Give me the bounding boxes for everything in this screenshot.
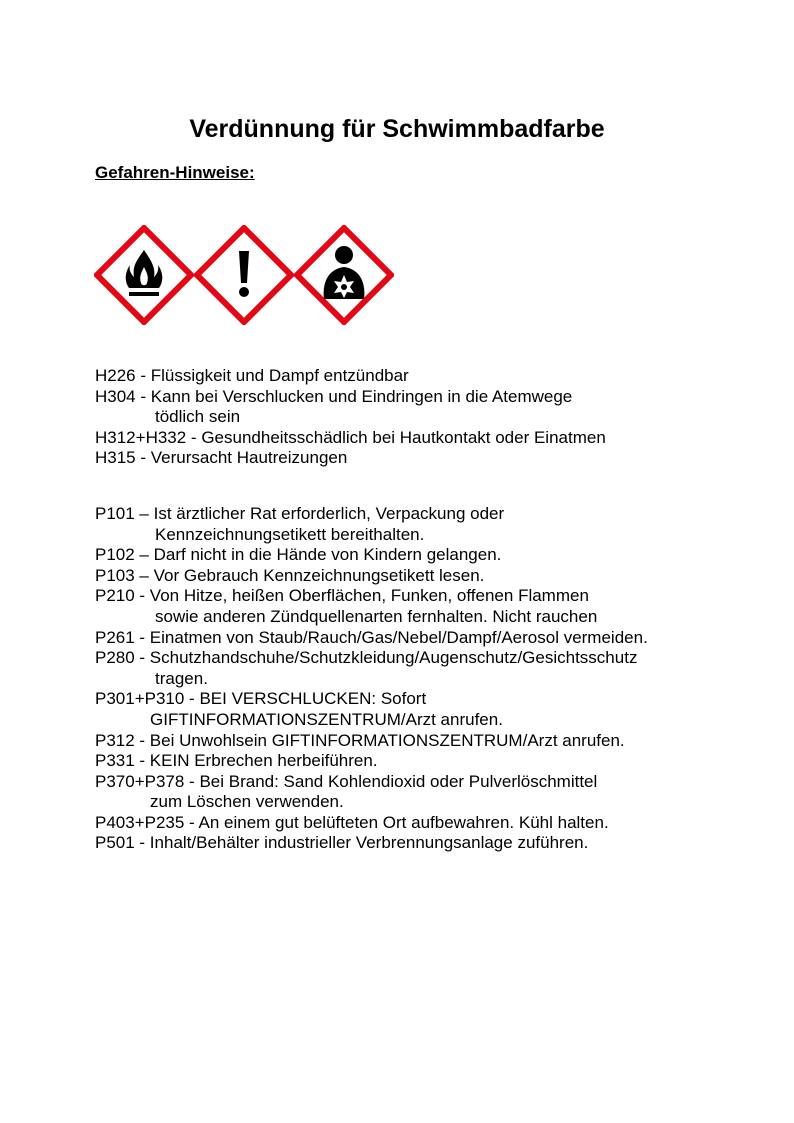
precaution-statement-line: P403+P235 - An einem gut belüfteten Ort aufbewahren. Kühl halten. [95, 812, 609, 832]
precaution-statement-line: P370+P378 - Bei Brand: Sand Kohlendioxid oder Pulverlöschmittel [95, 771, 598, 791]
precaution-statement [95, 751, 755, 772]
precaution-statement [95, 689, 755, 730]
precaution-statement [95, 545, 755, 566]
hazard-statement [95, 387, 755, 428]
precaution-statement [95, 772, 755, 813]
precaution-statement [95, 731, 755, 752]
hazard-statement-line: H304 - Kann bei Verschlucken und Eindringen in die Atemwege [95, 386, 573, 406]
precaution-statement-continuation: sowie anderen Zündquellenarten fernhalten. Nicht rauchen [155, 606, 598, 626]
hazard-statement-line: H315 - Verursacht Hautreizungen [95, 448, 348, 468]
hazard-statement [95, 428, 755, 449]
health-hazard-pictogram-icon [294, 225, 394, 325]
precaution-statement [95, 648, 755, 689]
hazard-statement-line: H226 - Flüssigkeit und Dampf entzündbar [95, 366, 409, 385]
precaution-statement [95, 833, 755, 854]
precaution-statement-continuation: GIFTINFORMATIONSZENTRUM/Arzt anrufen. [150, 709, 503, 729]
precaution-statement-line: P312 - Bei Unwohlsein GIFTINFORMATIONSZENTRUM/Arzt anrufen. [95, 730, 625, 750]
hazard-heading: Gefahren-Hinweise: [95, 163, 255, 182]
precaution-statement [95, 566, 755, 587]
precaution-statement [95, 586, 755, 627]
precaution-statement-line: P331 - KEIN Erbrechen herbeiführen. [95, 751, 378, 771]
precaution-statement-line: P261 - Einatmen von Staub/Rauch/Gas/Nebel/Dampf/Aerosol vermeiden. [95, 627, 648, 647]
hazard-statements [95, 366, 755, 469]
hazard-statement-line: H312+H332 - Gesundheitsschädlich bei Hautkontakt oder Einatmen [95, 427, 606, 447]
pictogram-row [94, 225, 394, 325]
section-gap [95, 469, 755, 504]
precaution-statement-line: P102 – Darf nicht in die Hände von Kindern gelangen. [95, 545, 502, 565]
precaution-statement-line: P280 - Schutzhandschuhe/Schutzkleidung/Augenschutz/Gesichtsschutz [95, 648, 638, 668]
precaution-statement-line: P103 – Vor Gebrauch Kennzeichnungsetikett lesen. [95, 565, 485, 585]
precaution-statement-line: P301+P310 - BEI VERSCHLUCKEN: Sofort [95, 689, 427, 709]
precaution-statement-continuation: tragen. [155, 668, 208, 688]
precautionary-statements [95, 504, 755, 854]
statements-block [95, 366, 755, 854]
precaution-statement-line: P210 - Von Hitze, heißen Oberflächen, Funken, offenen Flammen [95, 586, 589, 606]
precaution-statement [95, 813, 755, 834]
precaution-statement-continuation: zum Löschen verwenden. [150, 792, 344, 812]
exclamation-pictogram-icon [194, 225, 294, 325]
precaution-statement-line: P501 - Inhalt/Behälter industrieller Verbrennungsanlage zuführen. [95, 833, 589, 853]
hazard-statement-continuation: tödlich sein [155, 407, 241, 427]
hazard-statement [95, 448, 755, 469]
precaution-statement [95, 628, 755, 649]
precaution-statement-line: P101 – Ist ärztlicher Rat erforderlich, Verpackung oder [95, 503, 505, 523]
precaution-statement [95, 504, 755, 545]
precaution-statement-continuation: Kennzeichnungsetikett bereithalten. [155, 524, 425, 544]
flame-pictogram-icon [94, 225, 194, 325]
page-title: Verdünnung für Schwimmbadfarbe [189, 115, 605, 143]
hazard-statement [95, 366, 755, 387]
